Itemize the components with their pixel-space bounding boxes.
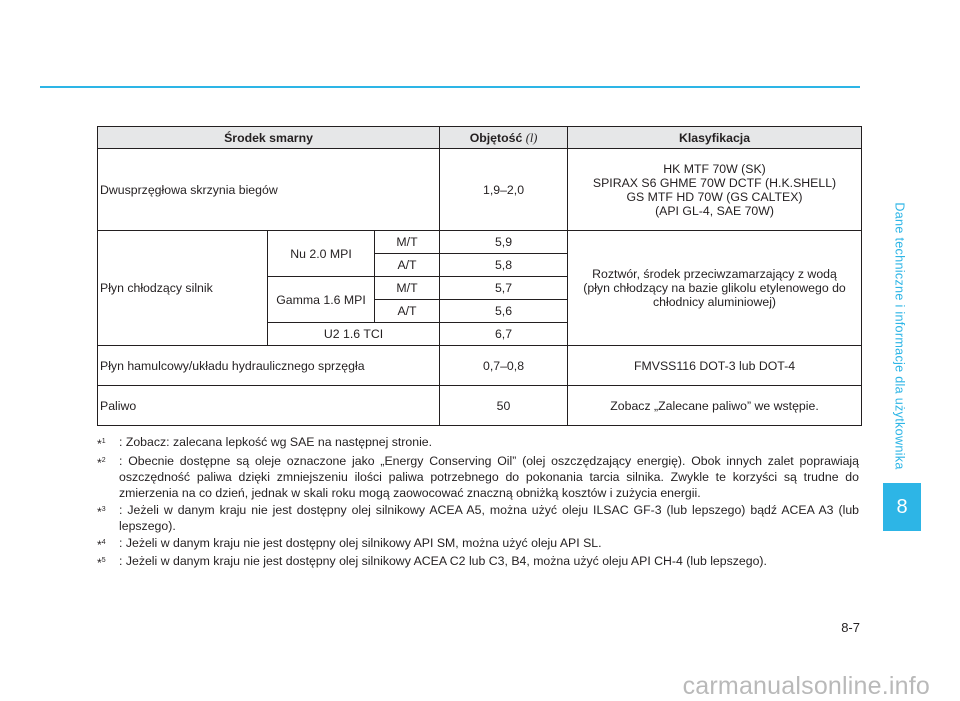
footnote-text: : Obecnie dostępne są oleje oznaczone jako „Energy Conserving Oil” (olej oszczędzający energię). Obok innych zalet poprawiają oszczędność paliwa dzięki zmniejszeniu ilości paliwa potrzebnego do pokonania tarcia silnika. Zwykle te korzyści są trudne do zmierzenia na co dzień, jednak w skali roku mogą zaowocować znaczną obniżką kosztów i zużycia energii. (119, 453, 859, 501)
footnote-marker: *$^1$ (97, 437, 106, 452)
row-volume: 6,7 (440, 323, 568, 346)
row-volume: 5,7 (440, 277, 568, 300)
header-volume: Objętość (l) (440, 127, 568, 149)
engine-name: Gamma 1.6 MPI (268, 277, 375, 323)
table-header-row (98, 127, 862, 149)
footnote-marker: *$^2$ (97, 455, 106, 470)
footnote (97, 434, 859, 453)
footnote (97, 553, 859, 572)
transmission-type: M/T (375, 277, 440, 300)
row-volume: 5,9 (440, 231, 568, 254)
footnote-text: : Jeżeli w danym kraju nie jest dostępny olej silnikowy ACEA C2 lub C3, B4, można użyć oleju API CH-4 (lub lepszego). (119, 554, 767, 569)
transmission-type: M/T (375, 231, 440, 254)
header-volume-unit: (l) (525, 130, 538, 145)
row-volume: 5,6 (440, 300, 568, 323)
footnote-text: : Zobacz: zalecana lepkość wg SAE na następnej stronie. (119, 435, 433, 449)
header-lubricant: Środek smarny (98, 127, 440, 149)
footnote (97, 535, 859, 554)
footnote (97, 502, 859, 535)
footnote (97, 453, 859, 502)
table-row-fuel (98, 386, 862, 426)
row-classification: HK MTF 70W (SK) SPIRAX S6 GHME 70W DCTF (H.K.SHELL) GS MTF HD 70W (GS CALTEX) (API GL-4, SAE 70W) (568, 149, 862, 231)
footnote-text: : Jeżeli w danym kraju nie jest dostępny olej silnikowy ACEA A5, można użyć oleju ILSAC GF-3 (lub lepszego) bądź ACEA A3 (lub lepszego). (119, 502, 859, 534)
table-row-coolant (98, 231, 862, 254)
table-row-dct (98, 149, 862, 231)
footnote-marker: *$^5$ (97, 556, 106, 571)
header-classification: Klasyfikacja (568, 127, 862, 149)
lubricants-table (97, 126, 862, 426)
row-classification: Zobacz „Zalecane paliwo” we wstępie. (568, 386, 862, 426)
row-name: Paliwo (98, 386, 440, 426)
row-volume: 1,9–2,0 (440, 149, 568, 231)
engine-name: U2 1.6 TCI (268, 323, 440, 346)
table-row-brake (98, 346, 862, 386)
row-volume: 0,7–0,8 (440, 346, 568, 386)
row-volume: 50 (440, 386, 568, 426)
row-name: Dwusprzęgłowa skrzynia biegów (98, 149, 440, 231)
chapter-side-label: Dane techniczne i informacje dla użytkownika (893, 202, 907, 470)
row-classification: FMVSS116 DOT-3 lub DOT-4 (568, 346, 862, 386)
footnote-marker: *$^4$ (97, 537, 106, 552)
transmission-type: A/T (375, 254, 440, 277)
footnote-marker: *$^3$ (97, 504, 106, 519)
footnotes (97, 434, 859, 572)
transmission-type: A/T (375, 300, 440, 323)
chapter-number-badge: 8 (883, 483, 921, 531)
watermark: carmanualsonline.info (682, 672, 930, 700)
footnote-text: : Jeżeli w danym kraju nie jest dostępny olej silnikowy API SM, można użyć oleju API SL. (119, 535, 602, 550)
page-number: 8-7 (841, 620, 860, 635)
top-rule (40, 86, 860, 88)
row-name: Płyn chłodzący silnik (98, 231, 268, 346)
row-volume: 5,8 (440, 254, 568, 277)
engine-name: Nu 2.0 MPI (268, 231, 375, 277)
row-classification: Roztwór, środek przeciwzamarzający z wodą (płyn chłodzący na bazie glikolu etylenowego do chłodnicy aluminiowej) (568, 231, 862, 346)
row-name: Płyn hamulcowy/układu hydraulicznego sprzęgła (98, 346, 440, 386)
